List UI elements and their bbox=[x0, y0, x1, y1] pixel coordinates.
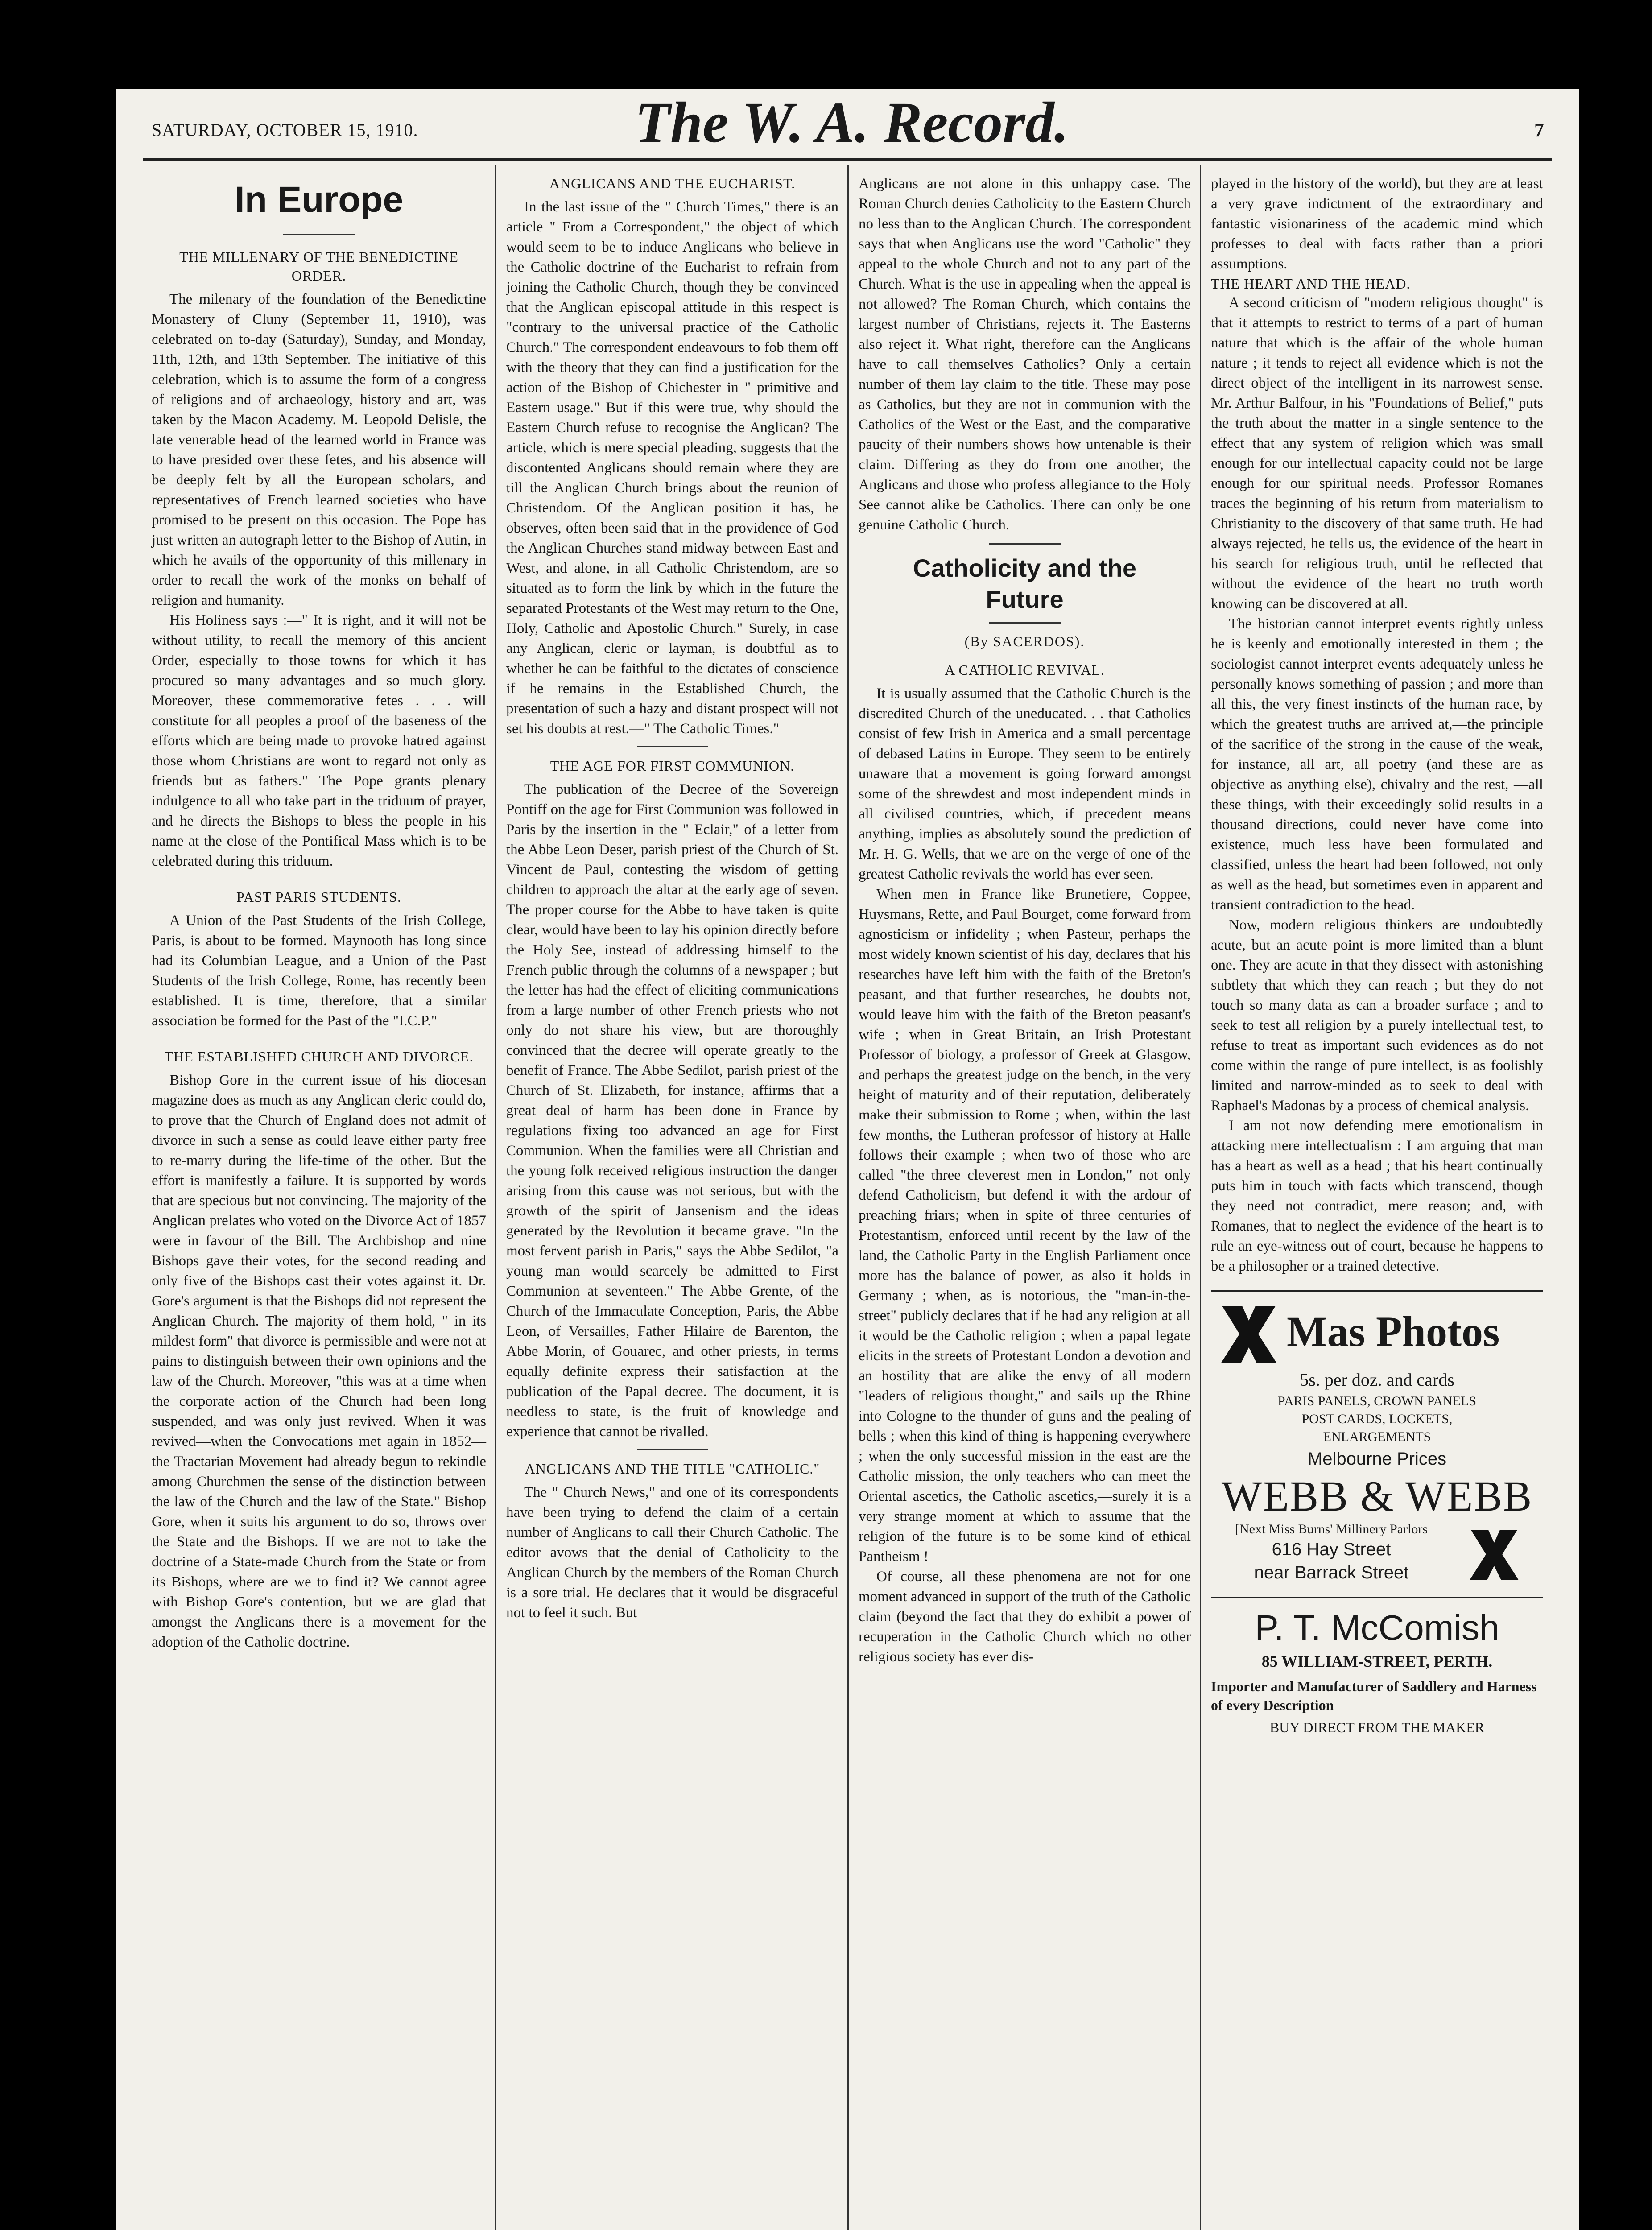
x-mark-icon bbox=[1215, 1301, 1282, 1367]
divider bbox=[637, 1449, 708, 1450]
ad-business-name: WEBB & WEBB bbox=[1221, 1472, 1533, 1520]
article-paragraph: Now, modern religious thinkers are undoubtedly acute, but an acute point is more limited than a blunt one. They are acute in that they dissect with astonishing subtlety that which they can reach ; but they do not touch so many data as can a broader surface ; and to seek to test all religion by a purely intellectual test, to refuse to treat as important such evidences as do not come within the range of pure intellect, is as foolishly limited and narrow-minded as to seek to deal with Raphael's Madonas by a process of chemical analysis. bbox=[1211, 917, 1543, 1114]
article-paragraph: It is usually assumed that the Catholic Church is the discredited Church of the uneducated. . . that Catholics consist of few Irish in America and a small percentage of debased Latins in Europe. They seem to be entirely unaware that a movement is going forward amongst some of the shrewdest and most independent minds in all civilised countries, which, if precedent means anything, implies as absolutely sound the prediction of Mr. H. G. Wells, that we are on the verge of one of the greatest Catholic revivals the world has ever seen. bbox=[859, 686, 1191, 882]
ad-line: Melbourne Prices bbox=[1307, 1449, 1447, 1469]
masthead: The W. A. Record. bbox=[635, 91, 1069, 155]
section-title: In Europe bbox=[234, 179, 404, 220]
x-mark-icon bbox=[1465, 1525, 1523, 1583]
article-heading: ANGLICANS AND THE EUCHARIST. bbox=[549, 175, 796, 191]
article-paragraph: In the last issue of the " Church Times," there is an article " From a Correspondent," the object of which would seem to be to induce Anglicans who believe in the Catholic doctrine of the Eucharist to refrain from joining the Catholic Church, though they be convinced that the Anglican episcopal attitude in this respect is "contrary to the universal practice of the Catholic Church." The correspondent endeavours to fob them off with the theory that they can find a justification for the action of the Bishop of Chichester in " primitive and Eastern usage." But if this were true, why should the Eastern Church refuse to recognise the Anglican? The article, which is mere special pleading, suggests that the discontented Anglicans should remain where they are till the Anglican Church brings about the reunion of Christendom. Of the Anglican position it has, he observes, often been said that in the providence of God the Anglican Churches stand midway between East and West, and alone, in all Catholic Christendom, are so situated as to form the link by which in the future the separated Protestants of the West may return to the One, Holy, Catholic and Apostolic Church." Surely, in case any Anglican, cleric or layman, is doubtful as to whether he can be faithful to the dictates of conscience if he remains in the Established Church, the presentation of such a hazy and distant prospect will not set his doubts at rest.—" The Catholic Times." bbox=[506, 199, 838, 737]
article-paragraph: The " Church News," and one of its correspondents have been trying to defend the claim of a certain number of Anglicans to call their Church Catholic. The editor avows that the denial of Catholicity to the Anglican Church by the members of the Roman Church is a sore trial. He declares that it would be disgraceful not to feel it such. But bbox=[506, 1484, 838, 1621]
column-rule bbox=[847, 165, 849, 2230]
advertisement-mccomish bbox=[1211, 1598, 1543, 1738]
ad-title: Mas Photos bbox=[1287, 1308, 1500, 1355]
divider bbox=[989, 622, 1061, 624]
ad-line: near Barrack Street bbox=[1254, 1563, 1409, 1582]
ad-line: POST CARDS, LOCKETS, bbox=[1301, 1412, 1453, 1426]
ad-line: 85 WILLIAM-STREET, PERTH. bbox=[1261, 1652, 1493, 1670]
column-rule bbox=[1200, 165, 1201, 2230]
divider bbox=[989, 543, 1061, 545]
article-heading: THE ESTABLISHED CHURCH AND DIVORCE. bbox=[164, 1049, 474, 1065]
article-paragraph: Bishop Gore in the current issue of his diocesan magazine does as much as any Anglican cleric could do, to prove that the Church of England does not admit of divorce in such a sense as could leave either party free to re-marry during the life-time of the other. But the effort is manifestly a failure. It is supported by words that are specious but not convincing. The majority of the Anglican prelates who voted on the Divorce Act of 1857 were in favour of the Bill. The Archbishop and nine Bishops gave their votes, for the second reading and only five of the Bishops cast their votes against it. Dr. Gore's argument is that the Bishops did not represent the Anglican Church. The majority of them hold, " in its mildest form" that divorce is permissible and were not at pains to distinguish between their own opinions and the law of the Church. Moreover, "this was at a time when the corporate action of the Church had been long suspended, and was only just revived. When it was revived—when the Convocations met again in 1852—the Tractarian Movement had already begun to rekindle among Churchmen the sense of the distinction between the law of the Church and the law of the State." Bishop Gore, when it suits his argument to do so, throws over the State and the Bishops. If we are not to take the doctrine of a State-made Church from the State or from its Bishops, where are we to find it? We cannot agree with Bishop Gore's contention, but we are glad that amongst the Anglicans there is a movement for the adoption of the Catholic doctrine. bbox=[152, 1072, 486, 1650]
ad-business-name: P. T. McComish bbox=[1255, 1608, 1499, 1648]
ad-line: BUY DIRECT FROM THE MAKER bbox=[1269, 1719, 1485, 1735]
column-3 bbox=[859, 174, 1191, 1667]
column-4 bbox=[1211, 174, 1543, 1738]
article-paragraph: A second criticism of "modern religious thought" is that it attempts to restrict to terms of a part of human nature that which is the affair of the whole human nature ; it tends to reject all evidence which is not the direct object of the intelligent in its narrowest sense. Mr. Arthur Balfour, in his "Foundations of Belief," puts the truth about the matter in a single sentence to the effect that any system of religion which was small enough for our intellectual capacity could not be large enough for our spiritual needs. Professor Romanes traces the beginning of his return from materialism to Christianity to the discovery of that same truth. He had always rejected, he tells us, the evidence of the heart in his search for religious truth, until he reflected that without the evidence of the heart no truth worth knowing can be discovered at all. bbox=[1211, 295, 1543, 612]
column-rule bbox=[495, 165, 496, 2230]
ad-line: 5s. per doz. and cards bbox=[1300, 1370, 1454, 1390]
divider bbox=[637, 746, 708, 747]
ad-address bbox=[1211, 1521, 1452, 1584]
article-paragraph: I am not now defending mere emotionalism in attacking mere intellectualism : I am arguing that man has a heart as well as a head ; that his heart continually puts him in touch with facts which transcend, though they need not contradict, mere reason; and, with Romanes, that to neglect the evidence of the heart is to rule an eye-witness out of court, because he happens to be a philosopher or a trained detective. bbox=[1211, 1118, 1543, 1274]
article-paragraph: When men in France like Brunetiere, Coppee, Huysmans, Rette, and Paul Bourget, come forward from agnosticism or infidelity ; when Pasteur, perhaps the most widely known scientist of his day, declares that his researches have left him with the faith of the Breton's peasant, and that further researches, he doubts not, would leave him with the faith of the Breton peasant's wife ; when in Great Britain, an Irish Protestant Professor of biology, a professor of Greek at Glasgow, and perhaps the greatest judge on the bench, in the very height of maturity and of their reputation, deliberately make their submission to Rome ; when, within the last few months, the Lutheran professor of history at Halle follows their example ; when two of those who are called "the three cleverest men in London," not only defend Catholicism, but defend it with the ardour of preaching friars; when in spite of three centuries of Protestantism, enforced until recent by the law of the land, the Catholic Party in the English Parliament once more has the balance of power, as also it holds in Germany ; when, as is notorious, the "man-in-the-street" publicly declares that if he had any religion at all it would be the Catholic religion ; when a papal legate elicits in the streets of Protestant London a devotion and an hostility that are alike the envy of all modern "leaders of religious thought," and sails up the Rhine into Cologne to the thunder of guns and the pealing of bells ; when this kind of thing is happening everywhere ; when the only successful mission in the east are the Catholic mission, the only teachers who can meet the Oriental ascetics, the Catholic ascetics,—surely it is a very strange moment at which to assume that the religion of the future is to be some kind of ethical Pantheism ! bbox=[859, 886, 1191, 1565]
article-paragraph: Anglicans are not alone in this unhappy case. The Roman Church denies Catholicity to the Eastern Church no less than to the Anglican Church. The correspondent says that when Anglicans use the word "Catholic" they appeal to the whole Church and not to any part of the Church. What is the use in appealing when the appeal is not allowed? The Roman Church, which contains the largest number of Christians, rejects it. The Easterns also reject it. What right, therefore can the Anglicans have to call themselves Catholics? Only a certain number of them lay claim to the title. These may pose as Catholics, but they are not in communion with the Catholics of the West or the East, and the comparative paucity of their numbers shows how untenable is their claim. Differing as they do from one another, the Anglicans and those who profess allegiance to the Holy See cannot alike be Catholics. There can only be one genuine Catholic Church. bbox=[859, 176, 1191, 533]
advertisement-webb bbox=[1211, 1292, 1543, 1592]
article-title: Catholicity and the Future bbox=[913, 554, 1136, 613]
column-2 bbox=[506, 174, 838, 1623]
article-paragraph: The publication of the Decree of the Sovereign Pontiff on the age for First Communion was followed in Paris by the insertion in the " Eclair," of a letter from the Abbe Leon Deser, parish priest of the Church of St. Vincent de Paul, contesting the wisdom of getting children to approach the altar at the early age of seven. The proper course for the Abbe to have taken is quite clear, would have been to lay his opinion directly before the Holy See, instead of addressing himself to the French public through the columns of a newspaper ; but the letter has had the effect of eliciting communications from a large number of other French priests who not only do not share his view, but are thoroughly convinced that the decree will operate greatly to the benefit of France. The Abbe Sedilot, parish priest of the Church of St. Elizabeth, for instance, affirms that a great deal of harm has been done in France by regulations fixing too advanced an age for First Communion. When the families were all Christian and the young folk received religious instruction the danger arising from this cause was not serious, but with the growth of the spirit of Jansenism and the ideas generated by the Revolution it became grave. "In the most fervent parish in Paris," says the Abbe Sedilot, "a young man would scarcely be admitted to First Communion at seventeen." The Abbe Grente, of the Church of the Immaculate Conception, Paris, the Abbe Leon, of Versailles, Father Hilaire de Barenton, the Abbe Morin, of Gouarec, and other priests, in terms equally definite express their satisfaction at the publication of the Papal decree. The document, it is needless to state, is the fruit of knowledge and experience that cannot be rivalled. bbox=[506, 781, 838, 1440]
newspaper-page bbox=[116, 89, 1579, 2230]
article-heading: THE AGE FOR FIRST COMMUNION. bbox=[550, 758, 795, 774]
article-paragraph: A Union of the Past Students of the Irish College, Paris, is about to be formed. Maynooth has long since had its Columbian League, and a Union of the Past Students of the Irish College, Rome, has recently been established. It is time, therefore, that a similar association be formed for the Past of the "I.C.P." bbox=[152, 913, 486, 1029]
article-paragraph: The milenary of the foundation of the Benedictine Monastery of Cluny (September 11, 1910), was celebrated on to-day (Saturday), Sunday, and Monday, 11th, 12th, and 13th September. The initiative of this celebration, which is to assume the form of a congress of religions and of archaeology, history and art, was taken by the Macon Academy. M. Leopold Delisle, the late venerable head of the learned world in France was to have presided over these fetes, and his absence will be deeply felt by all the European scholars, and representatives of French learned societies who have promised to be present on this occasion. The Pope has just written an autograph letter to the Bishop of Autin, in which he avails of the opportunity of this millenary in order to recall the work of the monks on behalf of religion and humanity. bbox=[152, 291, 486, 608]
article-heading: ANGLICANS AND THE TITLE "CATHOLIC." bbox=[525, 1461, 820, 1477]
page-number: 7 bbox=[1534, 119, 1544, 141]
article-heading: THE HEART AND THE HEAD. bbox=[1211, 276, 1411, 292]
issue-date: SATURDAY, OCTOBER 15, 1910. bbox=[152, 120, 418, 140]
article-paragraph: played in the history of the world), but they are at least a very grave indictment of the extraordinary and fantastic visionariness of the academic mind which professes to deal with facts rather than a priori assumptions. bbox=[1211, 176, 1543, 272]
article-paragraph: Of course, all these phenomena are not for one moment advanced in support of the truth of the Catholic claim (beyond the fact that they do exhibit a power of recuperation in the Catholic Church which no other religious society has ever dis- bbox=[859, 1569, 1191, 1665]
ad-line: Importer and Manufacturer of Saddlery and Harness of every Description bbox=[1211, 1678, 1537, 1713]
divider bbox=[283, 234, 355, 235]
ad-line: 616 Hay Street bbox=[1272, 1540, 1391, 1559]
column-1 bbox=[152, 174, 486, 1652]
article-heading: PAST PARIS STUDENTS. bbox=[236, 889, 402, 905]
byline: (By SACERDOS). bbox=[964, 633, 1085, 649]
article-heading: THE MILLENARY OF THE BENEDICTINE ORDER. bbox=[179, 249, 458, 284]
ad-line: PARIS PANELS, CROWN PANELS bbox=[1277, 1394, 1477, 1408]
ad-line: ENLARGEMENTS bbox=[1323, 1429, 1431, 1444]
article-paragraph: His Holiness says :—" It is right, and it will not be without utility, to recall the memory of this ancient Order, especially to those towns for which it has procured so many advantages and so much glory. Moreover, these commemorative fetes . . . will constitute for all peoples a proof of the baseness of the efforts which are being made to provoke hatred against those whom Christians are wont to regard not only as friends but as fathers." The Pope grants plenary indulgence to all who take part in the triduum of prayer, and he directs the Bishops to bless the people in his name at the close of the Pontifical Mass which is to be celebrated during this triduum. bbox=[152, 612, 486, 869]
article-paragraph: The historian cannot interpret events rightly unless he is keenly and emotionally interested in them ; the sociologist cannot interpret events adequately unless he personally knows something of passion ; and more than all this, the very finest instincts of the human race, by which the greatest truths are arrived at,—the principle of the sacrifice of the strong in the cause of the weak, for instance, all art, all poetry (and these are as objective as anything else), chivalry and the rest, —all these things, with their exceedingly solid results in a thousand directions, could never have come into existence, much less have been formulated and classified, unless the heart had been followed, not only as well as the head, but sometimes even in apparent and transient contradiction to the head. bbox=[1211, 616, 1543, 913]
header-rule bbox=[143, 158, 1552, 161]
article-heading: A CATHOLIC REVIVAL. bbox=[945, 662, 1105, 678]
ad-line: [Next Miss Burns' Millinery Parlors bbox=[1235, 1522, 1428, 1536]
